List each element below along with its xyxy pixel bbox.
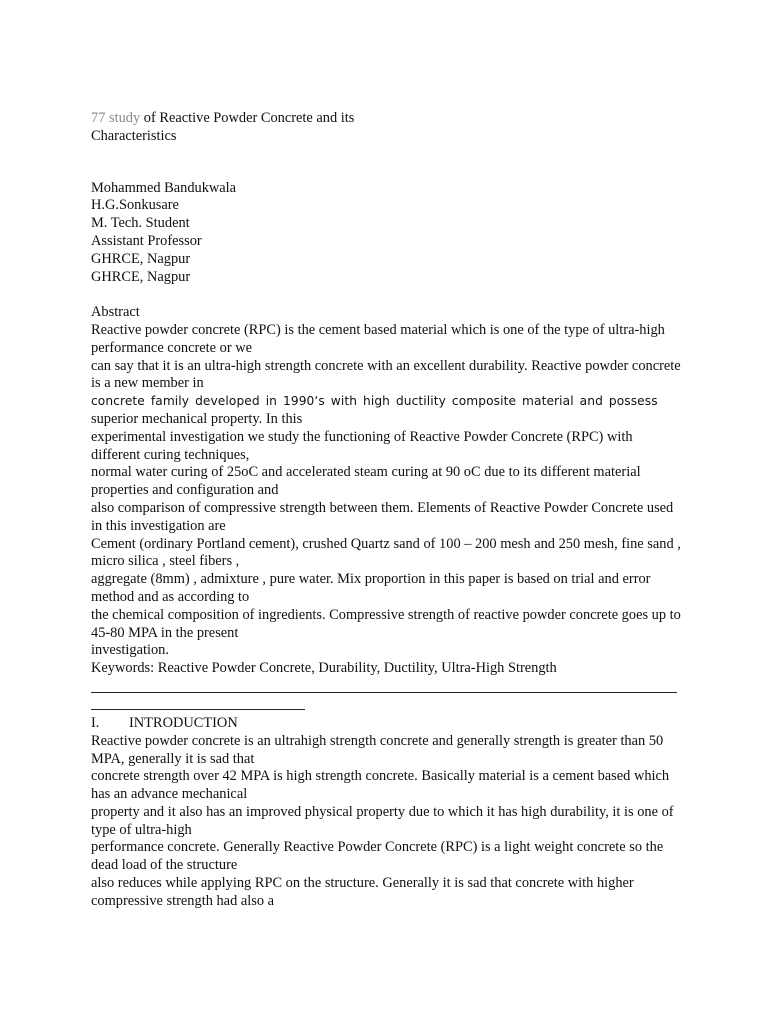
intro-line: also reduces while applying RPC on the structure. Generally it is sad that concrete with higher compressive strength had also a <box>91 875 634 909</box>
abstract-line: investigation. <box>91 642 169 659</box>
abstract-line: superior mechanical property. In this <box>91 410 303 427</box>
keywords: Keywords: Reactive Powder Concrete, Durability, Ductility, Ultra-High Strength <box>91 660 557 677</box>
abstract-line: normal water curing of 25oC and accelerated steam curing at 90 oC due to its different material properties and configuration and <box>91 464 641 499</box>
intro-line: concrete strength over 42 MPA is high strength concrete. Basically material is a cement based which has an advance mechanical <box>91 768 670 803</box>
separator-rule-short <box>91 709 305 710</box>
author-line: M. Tech. Student <box>91 215 190 232</box>
section-title: INTRODUCTION <box>129 714 238 731</box>
author-line: Assistant Professor <box>91 232 202 249</box>
abstract-line: aggregate (8mm) , admixture , pure water. Mix proportion in this paper is based on trial and error method and as according to <box>91 571 651 605</box>
abstract-line: experimental investigation we study the functioning of Reactive Powder Concrete (RPC) with different curing techniques, <box>91 428 633 463</box>
abstract-line: the chemical composition of ingredients. Compressive strength of reactive powder concrete goes up to 45-80 MPA in the present <box>91 606 681 641</box>
abstract-body <box>91 322 683 660</box>
intro-line: performance concrete. Generally Reactive Powder Concrete (RPC) is a light weight concrete so the dead load of the structure <box>91 839 664 874</box>
document-page <box>91 110 683 911</box>
author-line: H.G.Sonkusare <box>91 197 179 214</box>
title-prefix: 77 study <box>91 110 141 126</box>
introduction-body <box>91 733 683 911</box>
author-line: Mohammed Bandukwala <box>91 179 237 196</box>
paper-title-line-2: Characteristics <box>91 127 177 144</box>
abstract-line: also comparison of compressive strength between them. Elements of Reactive Powder Concrete used in this investigation are <box>91 499 674 534</box>
abstract-line: Reactive powder concrete (RPC) is the cement based material which is one of the type of ultra-high performance concrete or we <box>91 321 665 356</box>
separator-rule <box>91 692 677 693</box>
intro-line: property and it also has an improved physical property due to which it has high durability, it is one of type of ultra-high <box>91 803 674 838</box>
section-heading-introduction <box>91 715 683 733</box>
author-line: GHRCE, Nagpur <box>91 268 191 285</box>
spacer <box>91 286 683 304</box>
intro-line: Reactive powder concrete is an ultrahigh strength concrete and generally strength is greater than 50 MPA, generally it is sad that <box>91 732 664 767</box>
spacer <box>91 146 683 180</box>
abstract-heading: Abstract <box>91 304 140 321</box>
abstract-line: can say that it is an ultra-high strength concrete with an excellent durability. Reactive powder concrete is a new member in <box>91 357 681 392</box>
abstract-line: concrete family developed in 1990‘s with high ductility composite material and possess <box>91 394 658 409</box>
title-text: of Reactive Powder Concrete and its <box>140 110 355 126</box>
author-block <box>91 180 683 287</box>
paper-title-line-1 <box>91 110 683 128</box>
author-line: GHRCE, Nagpur <box>91 250 191 267</box>
section-number: I. <box>91 714 100 731</box>
abstract-line: Cement (ordinary Portland cement), crushed Quartz sand of 100 – 200 mesh and 250 mesh, fine sand , micro silica , steel fibers , <box>91 535 681 570</box>
